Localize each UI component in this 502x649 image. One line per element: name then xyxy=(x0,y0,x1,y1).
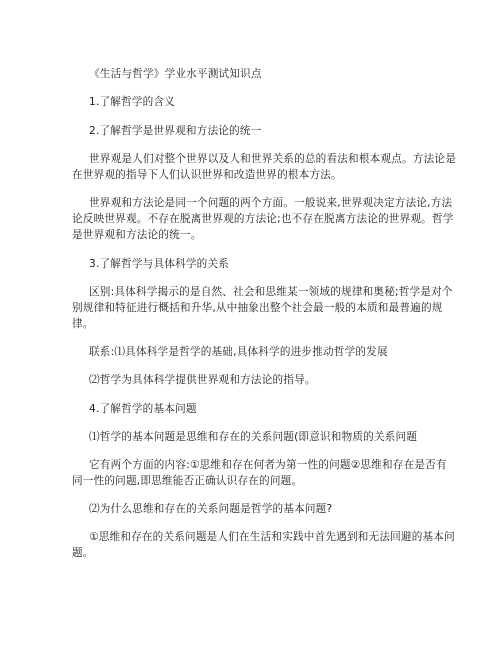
section-3-paragraph-1-line-1: 区别:具体科学揭示的是自然、社会和思维某一领域的规律和奥秘;哲学是对个 xyxy=(89,286,453,298)
section-4-heading: 4.了解哲学的基本问题 xyxy=(89,403,197,415)
section-4-paragraph-1: ⑴哲学的基本问题是思维和存在的关系问题(即意识和物质的关系问题 xyxy=(89,431,418,443)
section-2-paragraph-2-line-3: 是世界观和方法论的统一。 xyxy=(72,229,202,241)
section-2-paragraph-2-line-1: 世界观和方法论是同一个问题的两个方面。一般说来,世界观决定方法论,方法 xyxy=(89,197,453,209)
section-4-paragraph-2-line-2: 同一性的问题,即思维能否正确认识存在的问题。 xyxy=(72,475,303,487)
section-4-paragraph-4-line-2: 题。 xyxy=(72,547,94,559)
section-3-paragraph-1-line-2: 别规律和特征进行概括和升华,从中抽象出整个社会最一般的本质和最普遍的规 xyxy=(72,302,443,314)
section-4-paragraph-2-line-1: 它有两个方面的内容:①思维和存在何者为第一性的问题②思维和存在是否有 xyxy=(89,459,447,471)
section-4-paragraph-4-line-1: ①思维和存在的关系问题是人们在生活和实践中首先遇到和无法回避的基本问 xyxy=(89,531,455,543)
section-2-heading: 2.了解哲学是世界观和方法论的统一 xyxy=(89,125,262,137)
section-2-paragraph-2-line-2: 论反映世界观。不存在脱离世界观的方法论;也不存在脱离方法论的世界观。哲学 xyxy=(72,213,454,225)
section-3-paragraph-3: ⑵哲学为具体科学提供世界观和方法论的指导。 xyxy=(89,374,316,386)
section-3-paragraph-2: 联系:⑴具体科学是哲学的基础,具体科学的进步推动哲学的发展 xyxy=(89,346,388,358)
section-3-paragraph-1-line-3: 律。 xyxy=(72,318,94,330)
section-4-paragraph-3: ⑵为什么思维和存在的关系问题是哲学的基本问题? xyxy=(89,503,333,515)
section-3-heading: 3.了解哲学与具体科学的关系 xyxy=(89,258,230,270)
document-title: 《生活与哲学》学业水平测试知识点 xyxy=(89,68,262,80)
section-2-paragraph-1-line-1: 世界观是人们对整个世界以及人和世界关系的总的看法和根本观点。方法论是 xyxy=(89,153,456,165)
section-2-paragraph-1-line-2: 在世界观的指导下人们认识世界和改造世界的根本方法。 xyxy=(72,169,342,181)
section-1-heading: 1.了解哲学的含义 xyxy=(89,96,176,108)
